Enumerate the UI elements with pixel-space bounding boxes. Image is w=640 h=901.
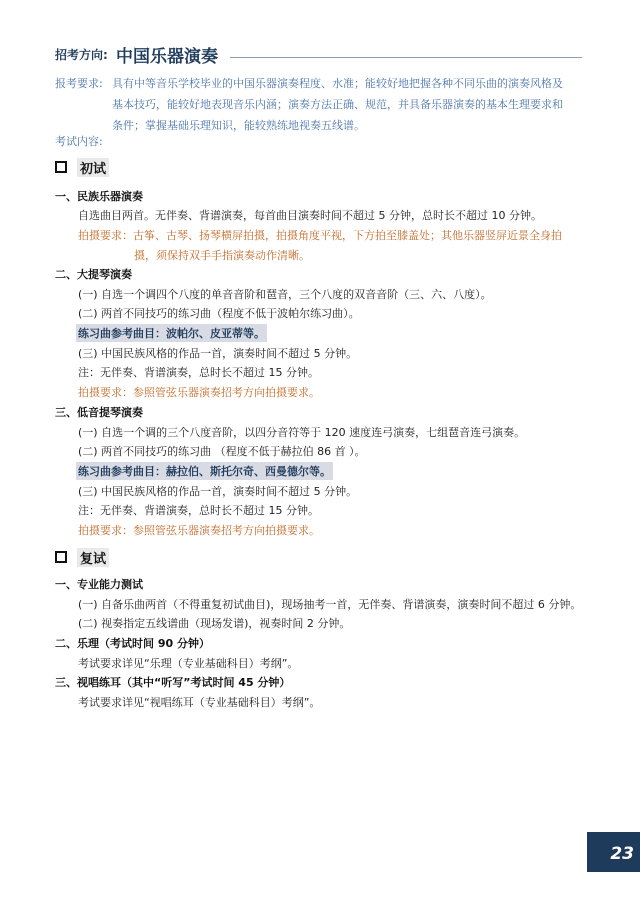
section-text: (二) 两首不同技巧的练习曲（程度不低于波帕尔练习曲）。 [78, 307, 360, 320]
checkbox-bullet-icon [55, 161, 67, 173]
section-heading: 三、低音提琴演奏 [55, 406, 143, 419]
page-number-tab [587, 832, 640, 872]
section-heading: 一、民族乐器演奏 [55, 190, 143, 203]
page-number: 23 [610, 844, 634, 864]
section-text: (三) 中国民族风格的作品一首，演奏时间不超过 5 分钟。 [78, 485, 358, 498]
section-text: (一) 自选一个调的三个八度音阶，以四分音符等于 120 速度连弓演奏，七组琶音连弓演奏。 [78, 426, 526, 439]
section-heading: 一、专业能力测试 [55, 578, 143, 591]
filming-note: 摄，须保持双手手指演奏动作清晰。 [134, 249, 310, 262]
requirements-line: 条件；掌握基础乐理知识，能较熟练地视奏五线谱。 [112, 119, 365, 132]
reference-highlight: 练习曲参考曲目：赫拉伯、斯托尔奇、西曼德尔等。 [76, 462, 333, 480]
section-text: (一) 自备乐曲两首（不得重复初试曲目)，现场抽考一首，无伴奏、背谱演奏，演奏时间不超过 6 分钟。 [78, 598, 582, 611]
section-text: 自选曲目两首。无伴奏、背谱演奏，每首曲目演奏时间不超过 5 分钟，总时长不超过 10 分钟。 [78, 209, 542, 222]
requirements-text [112, 73, 592, 136]
filming-note: 拍摄要求：参照管弦乐器演奏招考方向拍摄要求。 [78, 386, 320, 399]
direction-label: 招考方向: [55, 48, 108, 62]
page-title: 中国乐器演奏 [116, 47, 218, 67]
content-label: 考试内容: [55, 135, 103, 148]
header-divider [230, 57, 582, 58]
requirements-line: 基本技巧，能较好地表现音乐内涵；演奏方法正确、规范，并具备乐器演奏的基本生理要求和 [112, 98, 563, 111]
section-text: 注：无伴奏、背谱演奏，总时长不超过 15 分钟。 [78, 504, 319, 517]
requirements-label: 报考要求: [55, 77, 103, 90]
filming-note: 拍摄要求：古筝、古琴、扬琴横屏拍摄，拍摄角度平视，下方拍至膝盖处；其他乐器竖屏近景全身拍 [78, 229, 562, 242]
filming-note: 拍摄要求：参照管弦乐器演奏招考方向拍摄要求。 [78, 524, 320, 537]
checkbox-bullet-icon [55, 551, 67, 563]
retest-title: 复试 [77, 548, 109, 567]
section-heading: 三、视唱练耳（其中“听写”考试时间 45 分钟） [55, 676, 291, 689]
prelim-title: 初试 [77, 158, 109, 177]
requirements-line: 具有中等音乐学校毕业的中国乐器演奏程度、水准；能较好地把握各种不同乐曲的演奏风格及 [112, 77, 563, 90]
section-text: 考试要求详见“乐理（专业基础科目）考纲”。 [78, 657, 299, 670]
section-text: (一) 自选一个调四个八度的单音音阶和琶音，三个八度的双音音阶（三、六、八度）。 [78, 288, 492, 301]
section-text: (三) 中国民族风格的作品一首，演奏时间不超过 5 分钟。 [78, 347, 358, 360]
reference-highlight: 练习曲参考曲目：波帕尔、皮亚蒂等。 [76, 324, 267, 342]
section-text: (二) 两首不同技巧的练习曲 （程度不低于赫拉伯 86 首 ）。 [78, 445, 366, 458]
section-heading: 二、乐理（考试时间 90 分钟） [55, 637, 210, 650]
section-text: (二) 视奏指定五线谱曲（现场发谱)，视奏时间 2 分钟。 [78, 617, 351, 630]
section-text: 考试要求详见“视唱练耳（专业基础科目）考纲”。 [78, 696, 321, 709]
section-heading: 二、大提琴演奏 [55, 268, 132, 281]
section-text: 注：无伴奏、背谱演奏，总时长不超过 15 分钟。 [78, 366, 319, 379]
